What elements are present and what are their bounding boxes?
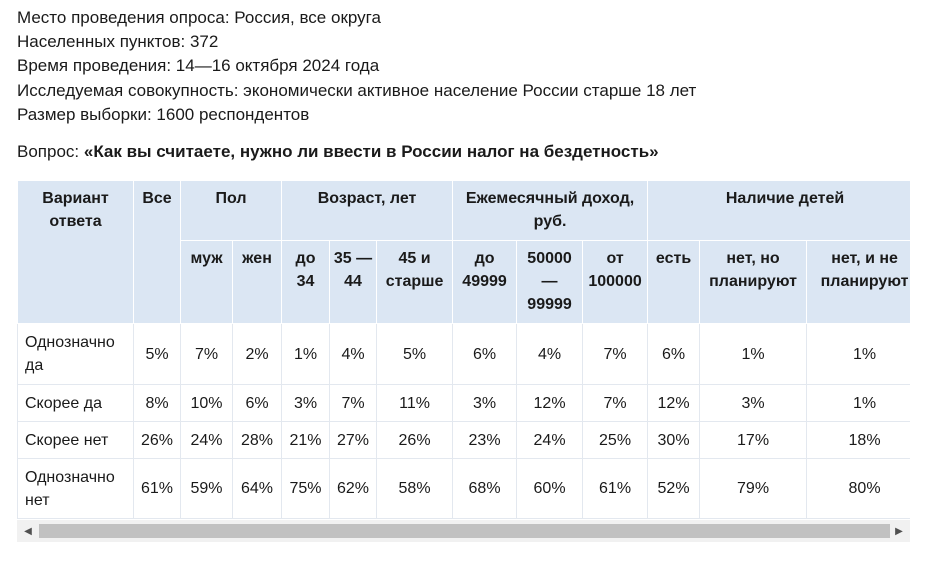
subheader-children-planning: нет, но планируют xyxy=(700,241,807,324)
table-cell: 12% xyxy=(517,385,583,422)
question-prefix: Вопрос: xyxy=(17,142,84,161)
table-cell: 1% xyxy=(282,324,330,385)
table-cell: 7% xyxy=(330,385,377,422)
survey-question xyxy=(17,142,659,162)
table-cell: 25% xyxy=(583,422,648,459)
subheader-male: муж xyxy=(181,241,233,324)
table-cell: 79% xyxy=(700,459,807,519)
question-text: «Как вы считаете, нужно ли ввести в России налог на бездетность» xyxy=(83,142,659,161)
header-children: Наличие детей xyxy=(648,181,910,241)
meta-sample-size: Размер выборки: 1600 респондентов xyxy=(17,104,310,124)
row-label: Однозначно да xyxy=(18,324,134,385)
table-cell: 5% xyxy=(134,324,181,385)
table-cell: 68% xyxy=(453,459,517,519)
table-cell: 1% xyxy=(807,385,910,422)
subheader-age-35-44: 35 — 44 xyxy=(330,241,377,324)
table-cell: 24% xyxy=(517,422,583,459)
survey-meta xyxy=(17,6,696,127)
table-row xyxy=(18,422,911,459)
table-row xyxy=(18,459,911,519)
header-gender: Пол xyxy=(181,181,282,241)
table-cell: 7% xyxy=(583,385,648,422)
table-cell: 21% xyxy=(282,422,330,459)
results-table-scroll-area[interactable] xyxy=(17,180,910,520)
table-cell: 6% xyxy=(648,324,700,385)
table-cell: 1% xyxy=(700,324,807,385)
table-cell: 24% xyxy=(181,422,233,459)
subheader-female: жен xyxy=(233,241,282,324)
table-cell: 11% xyxy=(377,385,453,422)
table-cell: 80% xyxy=(807,459,910,519)
meta-settlements: Населенных пунктов: 372 xyxy=(17,32,219,52)
table-cell: 8% xyxy=(134,385,181,422)
header-answer: Вариант ответа xyxy=(18,181,134,324)
row-label: Однозначно нет xyxy=(18,459,134,519)
subheader-income-low: до 49999 xyxy=(453,241,517,324)
scrollbar-thumb[interactable] xyxy=(39,524,890,538)
meta-location: Место проведения опроса: Россия, все округа xyxy=(17,8,381,27)
subheader-age-45-plus: 45 и старше xyxy=(377,241,453,324)
table-cell: 17% xyxy=(700,422,807,459)
table-cell: 3% xyxy=(453,385,517,422)
header-income: Ежемесячный доход, руб. xyxy=(453,181,648,241)
table-cell: 6% xyxy=(233,385,282,422)
table-cell: 12% xyxy=(648,385,700,422)
table-cell: 4% xyxy=(330,324,377,385)
table-cell: 3% xyxy=(700,385,807,422)
meta-period: Время проведения: 14—16 октября 2024 года xyxy=(17,56,380,76)
table-cell: 75% xyxy=(282,459,330,519)
table-cell: 2% xyxy=(233,324,282,385)
results-table xyxy=(17,180,910,519)
table-cell: 18% xyxy=(807,422,910,459)
table-cell: 64% xyxy=(233,459,282,519)
table-cell: 60% xyxy=(517,459,583,519)
row-label: Скорее да xyxy=(18,385,134,422)
subheader-income-mid: 50000 — 99999 xyxy=(517,241,583,324)
header-age: Возраст, лет xyxy=(282,181,453,241)
table-cell: 7% xyxy=(583,324,648,385)
table-cell: 61% xyxy=(134,459,181,519)
table-cell: 5% xyxy=(377,324,453,385)
table-cell: 4% xyxy=(517,324,583,385)
table-cell: 59% xyxy=(181,459,233,519)
table-cell: 10% xyxy=(181,385,233,422)
table-cell: 6% xyxy=(453,324,517,385)
table-cell: 26% xyxy=(134,422,181,459)
table-cell: 3% xyxy=(282,385,330,422)
horizontal-scrollbar[interactable] xyxy=(17,520,910,542)
table-cell: 26% xyxy=(377,422,453,459)
table-row xyxy=(18,385,911,422)
table-cell: 62% xyxy=(330,459,377,519)
table-cell: 28% xyxy=(233,422,282,459)
subheader-children-not-planning: нет, и не планируют xyxy=(807,241,910,324)
table-row xyxy=(18,324,911,385)
table-cell: 30% xyxy=(648,422,700,459)
scroll-left-arrow-icon[interactable]: ◀ xyxy=(24,525,32,537)
table-cell: 1% xyxy=(807,324,910,385)
scroll-right-arrow-icon[interactable]: ▶ xyxy=(895,525,903,537)
subheader-income-high: от 100000 xyxy=(583,241,648,324)
row-label: Скорее нет xyxy=(18,422,134,459)
table-cell: 27% xyxy=(330,422,377,459)
meta-population: Исследуемая совокупность: экономически активное население России старше 18 лет xyxy=(17,80,697,100)
subheader-children-yes: есть xyxy=(648,241,700,324)
subheader-age-under-34: до 34 xyxy=(282,241,330,324)
table-cell: 58% xyxy=(377,459,453,519)
header-all: Все xyxy=(134,181,181,324)
table-cell: 61% xyxy=(583,459,648,519)
table-cell: 52% xyxy=(648,459,700,519)
table-cell: 7% xyxy=(181,324,233,385)
table-cell: 23% xyxy=(453,422,517,459)
